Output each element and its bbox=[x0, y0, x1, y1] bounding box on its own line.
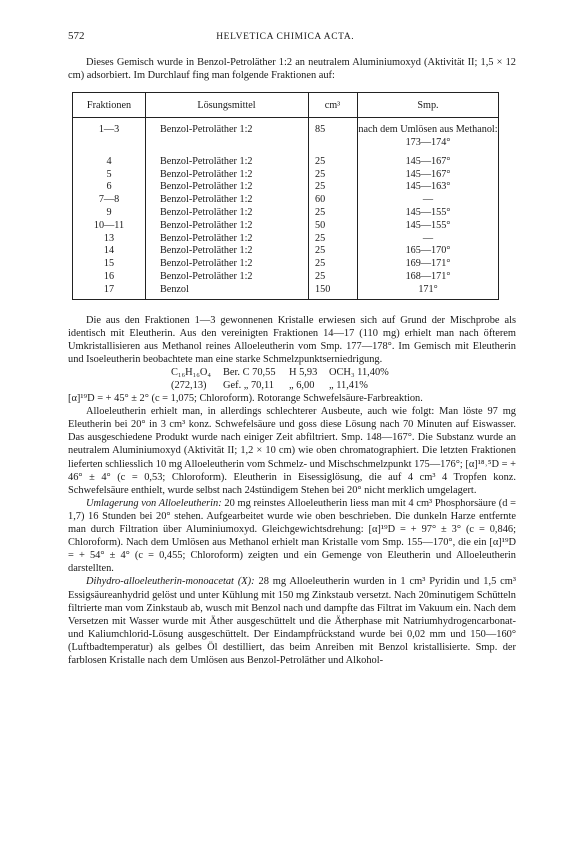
cell-smp: 145—167° bbox=[358, 169, 499, 182]
table-row bbox=[73, 118, 499, 150]
cell-fraktion: 1—3 bbox=[73, 118, 146, 150]
cell-smp: 171° bbox=[358, 284, 499, 299]
cell-loesungsmittel: Benzol-Petroläther 1:2 bbox=[146, 181, 309, 194]
cell-volume: 85 bbox=[309, 118, 358, 150]
cell-fraktion: 5 bbox=[73, 169, 146, 182]
cell-fraktion: 16 bbox=[73, 271, 146, 284]
cell-fraktion: 13 bbox=[73, 233, 146, 246]
column-header-cm3: cm³ bbox=[309, 93, 358, 118]
cell-volume: 25 bbox=[309, 156, 358, 169]
table-row bbox=[73, 271, 499, 284]
table-row bbox=[73, 233, 499, 246]
page bbox=[68, 30, 516, 667]
cell-volume: 25 bbox=[309, 271, 358, 284]
cell-fraktion: 15 bbox=[73, 258, 146, 271]
cell-volume: 25 bbox=[309, 169, 358, 182]
column-header-loesungsmittel: Lösungsmittel bbox=[146, 93, 309, 118]
calc-hydrogen: H 5,93 bbox=[289, 366, 318, 378]
column-header-smp: Smp. bbox=[358, 93, 499, 118]
journal-title: HELVETICA CHIMICA ACTA. bbox=[216, 32, 355, 42]
paragraph-identity: Die aus den Fraktionen 1—3 gewonnenen Kristalle erwiesen sich auf Grund der Mischprobe als identisch mit Eleutherin. Aus den vereinigten Fraktionen 14—17 (110 mg) erhielt man nach öfterem Umkristallisieren aus Methanol reines Alloeleutherin vom Smp. 177—178°. Im Gemisch mit Eleutherin und Isoeleutherin beobachtete man eine starke Schmelzpunktserniedrigung. bbox=[68, 314, 516, 365]
cell-smp: — bbox=[358, 233, 499, 246]
elemental-analysis bbox=[171, 366, 516, 392]
found-hydrogen: „ 6,00 bbox=[289, 380, 315, 392]
table-row bbox=[73, 156, 499, 169]
cell-smp: 145—155° bbox=[358, 207, 499, 220]
cell-loesungsmittel: Benzol-Petroläther 1:2 bbox=[146, 271, 309, 284]
cell-smp: nach dem Umlösen aus Methanol: 173—174° bbox=[358, 118, 499, 150]
cell-fraktion: 7—8 bbox=[73, 194, 146, 207]
cell-volume: 25 bbox=[309, 245, 358, 258]
cell-fraktion: 9 bbox=[73, 207, 146, 220]
cell-fraktion: 10—11 bbox=[73, 220, 146, 233]
found-carbon: Gef. „ 70,11 bbox=[223, 380, 274, 392]
molecular-formula: C₁₆H₁₆O₄ bbox=[171, 366, 212, 378]
cell-loesungsmittel: Benzol-Petroläther 1:2 bbox=[146, 245, 309, 258]
cell-loesungsmittel: Benzol-Petroläther 1:2 bbox=[146, 194, 309, 207]
molecular-weight: (272,13) bbox=[171, 380, 207, 392]
fractions-table bbox=[72, 92, 499, 299]
cell-smp: 168—171° bbox=[358, 271, 499, 284]
table-row bbox=[73, 169, 499, 182]
cell-loesungsmittel: Benzol-Petroläther 1:2 bbox=[146, 118, 309, 150]
cell-fraktion: 17 bbox=[73, 284, 146, 299]
dihydro-text: 28 mg Alloeleutherin wurden in 1 cm³ Pyridin und 1,5 cm³ Essigsäureanhydrid gelöst und unter Kühlung mit 150 mg Zinkstaub versetzt. Nach 20minutigem Schütteln filtrierte man vom Zinkstaub ab, wusch mit Benzol nach und dampfte das Filtrat im Vakuum ein. Nach dem Versetzen mit Wasser wurde mit Äther ausgeschüttelt und die Ätherphase mit Natriumhydrogencarbonat- und Kaliumchlorid-Lösung ausgeschüttelt. Der Eindampfrückstand wurde bei 0,02 mm und 150—160° (Luftbadtemperatur) als gelbes Öl destilliert, das beim Anreiben mit Benzol kristallisierte. Smp. der farblosen Kristalle nach dem Umlösen aus Benzol-Petroläther und Alkohol- bbox=[68, 576, 516, 666]
cell-volume: 25 bbox=[309, 258, 358, 271]
cell-loesungsmittel: Benzol-Petroläther 1:2 bbox=[146, 220, 309, 233]
analysis-line-calculated bbox=[171, 366, 516, 379]
paragraph-dihydro bbox=[68, 575, 516, 667]
table-row bbox=[73, 181, 499, 194]
cell-volume: 25 bbox=[309, 181, 358, 194]
umlagerung-text: 20 mg reinstes Alloeleutherin liess man mit 4 cm³ Phosphorsäure (d = 1,7) 16 Stunden bei 20° stehen. Aufgearbeitet wurde wie oben beschrieben. Die dunkeln Harze entfernte man durch Filtration über Aluminiumoxyd. Gleichgewichtsdrehung: [α]¹⁹D = + 97° ± 3° (c = 0,846; Chloroform). Nach dem Umlösen aus Methanol erhielt man Kristalle vom Smp. 155—170°, die ein [α]¹⁹D = + 54° ± 4° (c = 0,455; Chloroform) zeigten und ein Gemenge von Eleutherin und Alloeleutherin darstellten. bbox=[68, 497, 516, 575]
cell-smp: 169—171° bbox=[358, 258, 499, 271]
column-header-fraktionen: Fraktionen bbox=[73, 93, 146, 118]
calc-carbon: Ber. C 70,55 bbox=[223, 366, 276, 378]
table-row bbox=[73, 284, 499, 299]
dihydro-heading: Dihydro-alloeleutherin-monoacetat (X): bbox=[86, 576, 255, 588]
cell-loesungsmittel: Benzol-Petroläther 1:2 bbox=[146, 258, 309, 271]
analysis-line-found bbox=[171, 379, 516, 392]
cell-smp: 145—167° bbox=[358, 156, 499, 169]
cell-volume: 150 bbox=[309, 284, 358, 299]
cell-loesungsmittel: Benzol-Petroläther 1:2 bbox=[146, 169, 309, 182]
cell-fraktion: 6 bbox=[73, 181, 146, 194]
cell-smp: 165—170° bbox=[358, 245, 499, 258]
cell-volume: 60 bbox=[309, 194, 358, 207]
cell-smp: — bbox=[358, 194, 499, 207]
table-body bbox=[73, 118, 499, 299]
cell-fraktion: 4 bbox=[73, 156, 146, 169]
cell-volume: 50 bbox=[309, 220, 358, 233]
page-header bbox=[68, 30, 516, 44]
cell-loesungsmittel: Benzol-Petroläther 1:2 bbox=[146, 156, 309, 169]
table-row bbox=[73, 220, 499, 233]
cell-loesungsmittel: Benzol-Petroläther 1:2 bbox=[146, 207, 309, 220]
cell-fraktion: 14 bbox=[73, 245, 146, 258]
cell-loesungsmittel: Benzol-Petroläther 1:2 bbox=[146, 233, 309, 246]
optical-rotation: [α]¹⁹D = + 45° ± 2° (c = 1,075; Chloroform). Rotorange Schwefelsäure-Farbreaktion. bbox=[68, 393, 423, 405]
cell-smp: 145—163° bbox=[358, 181, 499, 194]
paragraph-umlagerung bbox=[68, 497, 516, 576]
table-row bbox=[73, 207, 499, 220]
cell-volume: 25 bbox=[309, 233, 358, 246]
umlagerung-heading: Umlagerung von Alloeleutherin: bbox=[86, 497, 222, 509]
table-row bbox=[73, 194, 499, 207]
cell-volume: 25 bbox=[309, 207, 358, 220]
cell-smp: 145—155° bbox=[358, 220, 499, 233]
intro-paragraph: Dieses Gemisch wurde in Benzol-Petroläther 1:2 an neutralem Aluminiumoxyd (Aktivität II; 1,5 × 12 cm) adsorbiert. Im Durchlauf fing man folgende Fraktionen auf: bbox=[68, 57, 516, 82]
page-number: 572 bbox=[68, 30, 85, 42]
found-methoxy: „ 11,41% bbox=[329, 380, 368, 392]
table-header-row bbox=[73, 93, 499, 118]
table-row bbox=[73, 258, 499, 271]
table-row bbox=[73, 245, 499, 258]
calc-methoxy: OCH₃ 11,40% bbox=[329, 366, 389, 378]
paragraph-alloeleutherin: Alloeleutherin erhielt man, in allerdings schlechterer Ausbeute, auch wie folgt: Man löste 97 mg Eleutherin bei 20° in 3 cm³ konz. Schwefelsäure und goss diese Lösung nach 70 Minuten auf Eiswasser. Das ausgeschiedene Produkt wurde nach einiger Zeit abfiltriert. Smp. 148—167°. Die Substanz wurde an neutralem Aluminiumoxyd (Aktivität II; 1,2 × 10 cm) wie oben chromatographiert. Die letzten Fraktionen lieferten schliesslich 10 mg Alloeleutherin vom Schmelz- und Mischschmelzpunkt 175—176°; [α]¹⁸˒⁵D = + 46° ± 4° (c = 0,53; Chloroform). Eleutherin in Eisessiglösung, die auf 4 cm³ 4 Tropfen konz. Schwefelsäure enthielt, wurde selbst nach 24stündigem Stehen bei 20° nicht merklich umgelagert. bbox=[68, 406, 516, 496]
cell-loesungsmittel: Benzol bbox=[146, 284, 309, 299]
